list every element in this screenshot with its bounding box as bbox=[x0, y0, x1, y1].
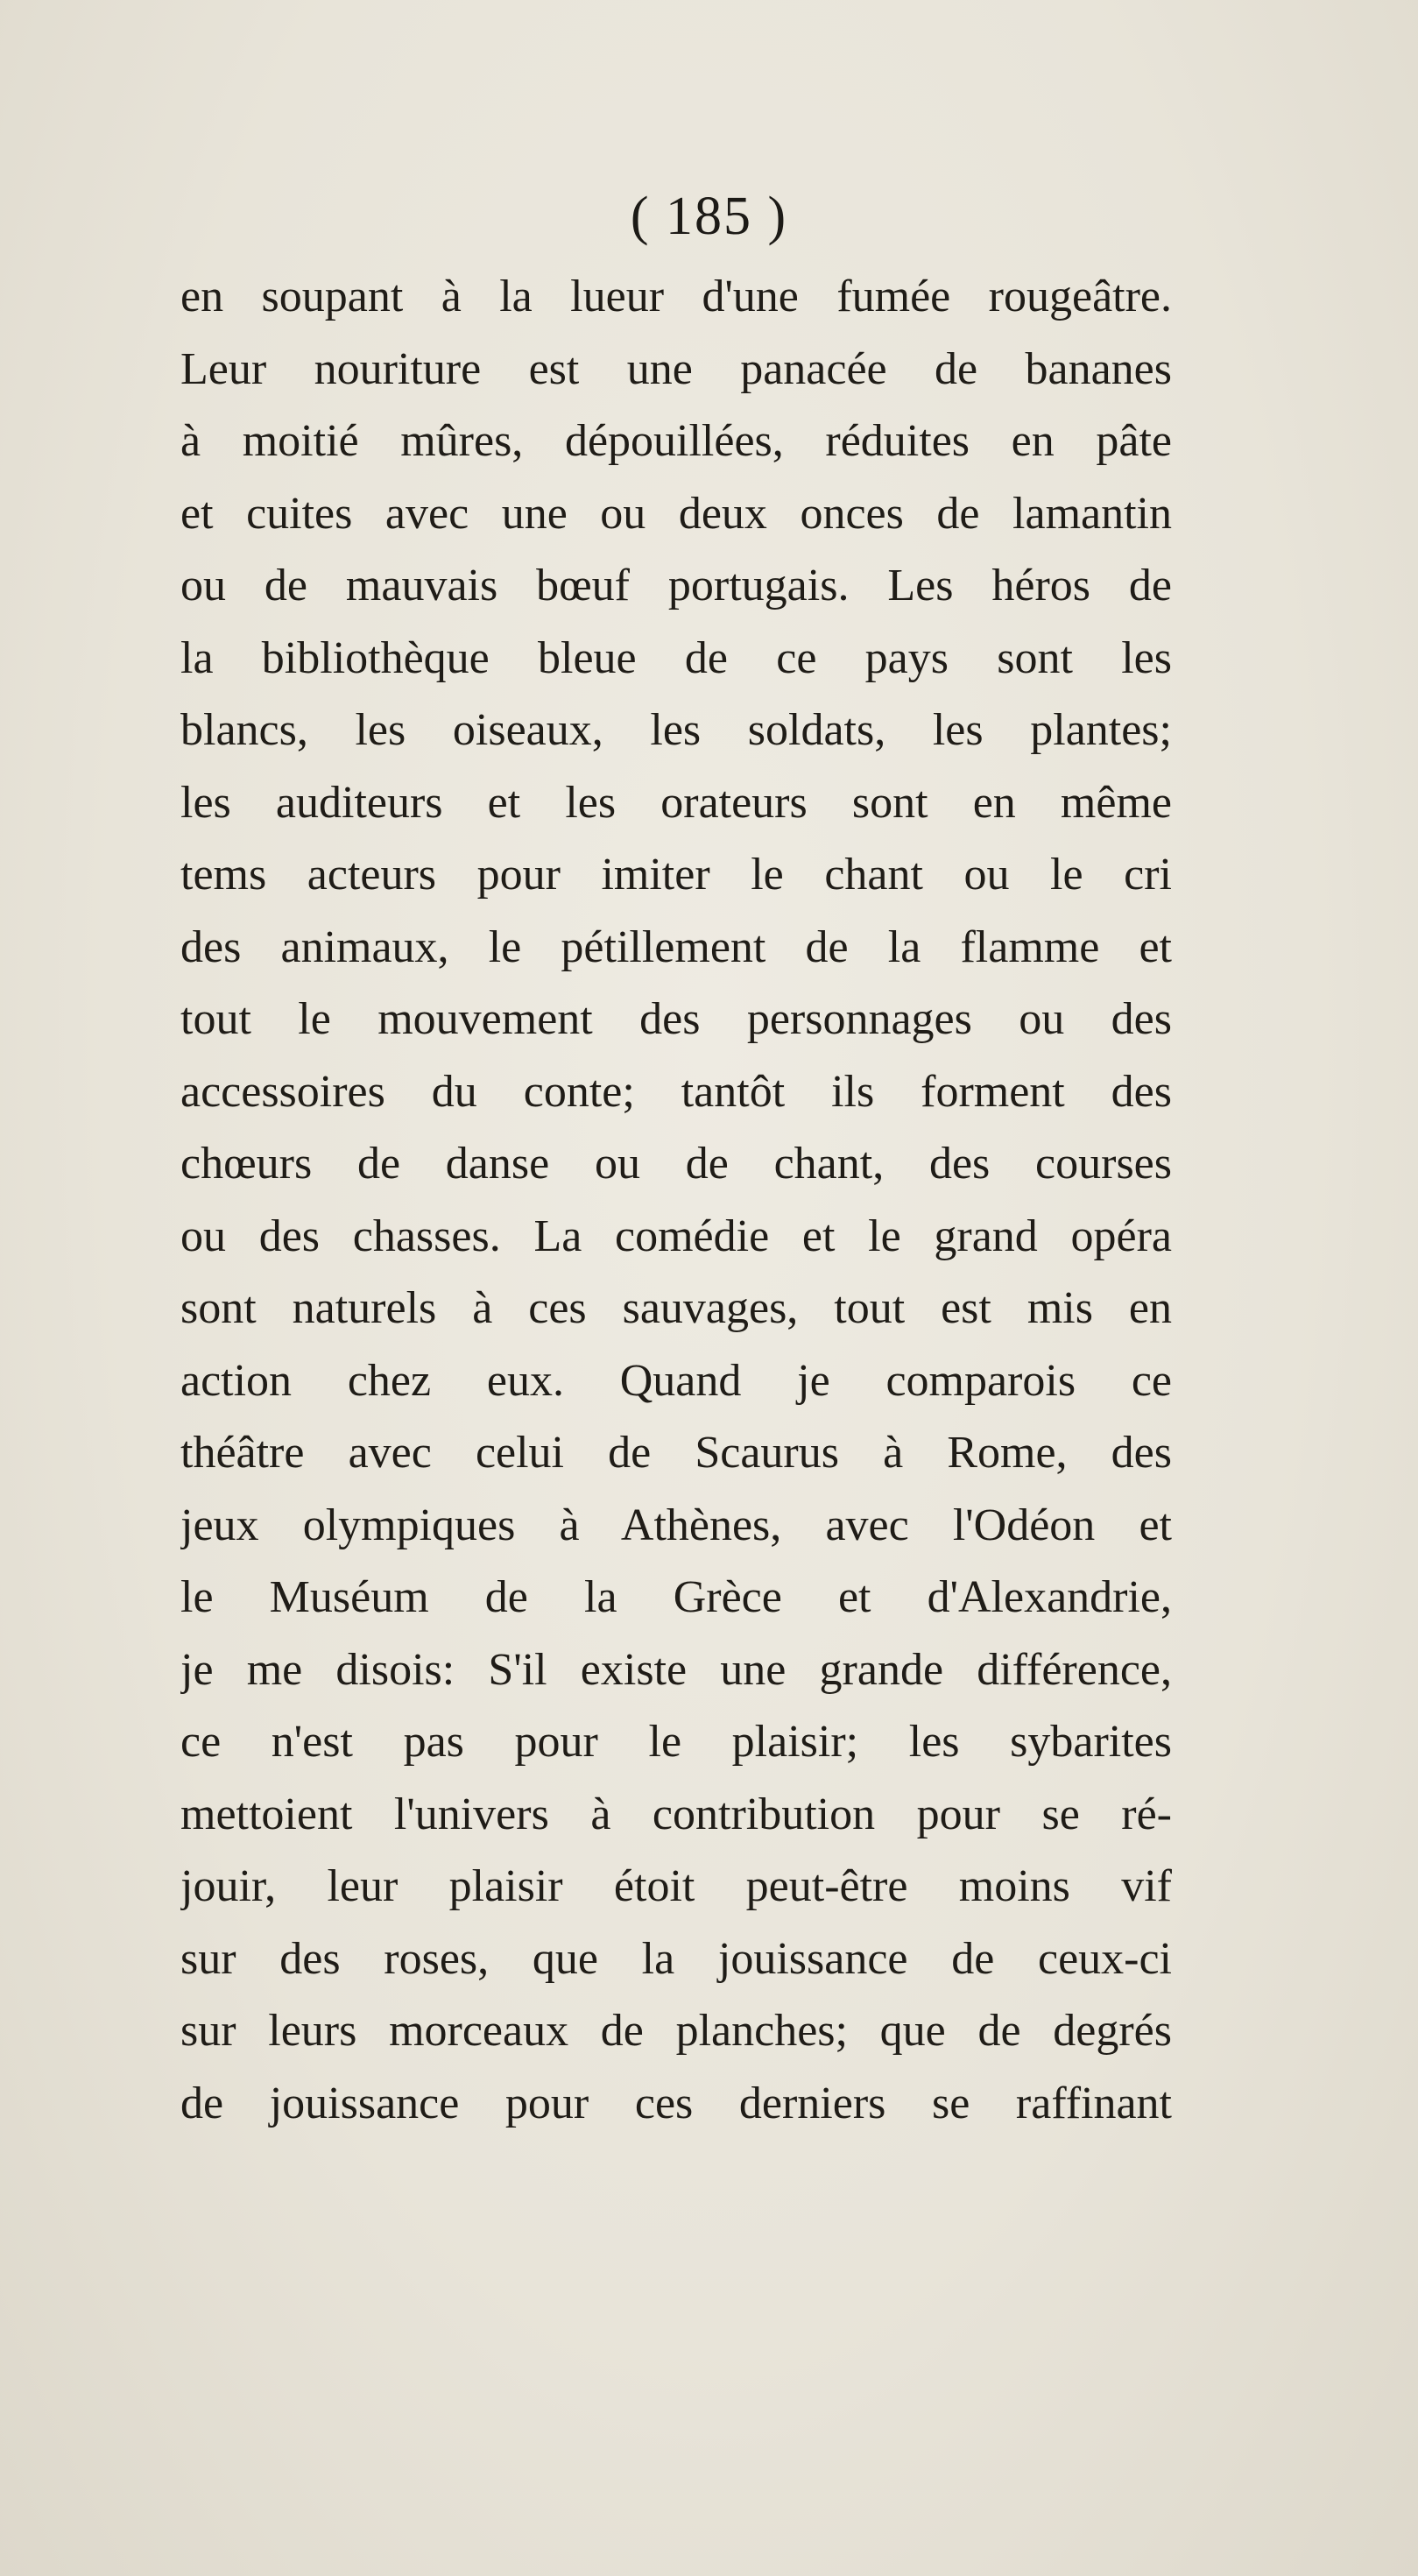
text-line: des animaux, le pétillement de la flamme et bbox=[180, 921, 1172, 972]
text-line: Leur nouriture est une panacée de bananes bbox=[180, 343, 1172, 394]
text-line: mettoient l'univers à contribution pour se ré- bbox=[180, 1789, 1172, 1839]
text-line: jeux olympiques à Athènes, avec l'Odéon et bbox=[180, 1500, 1172, 1550]
text-line: de jouissance pour ces derniers se raffinant bbox=[180, 2078, 1172, 2128]
text-line: ce n'est pas pour le plaisir; les sybarites bbox=[180, 1717, 1172, 1767]
text-line: sur des roses, que la jouissance de ceux-ci bbox=[180, 1933, 1172, 1984]
body-text bbox=[180, 261, 1172, 2140]
text-line: les auditeurs et les orateurs sont en même bbox=[180, 777, 1172, 828]
text-line: le Muséum de la Grèce et d'Alexandrie, bbox=[180, 1572, 1172, 1622]
text-line: jouir, leur plaisir étoit peut-être moins vif bbox=[180, 1861, 1172, 1911]
text-line: action chez eux. Quand je comparois ce bbox=[180, 1355, 1172, 1406]
text-line: tout le mouvement des personnages ou des bbox=[180, 994, 1172, 1044]
text-line: la bibliothèque bleue de ce pays sont les bbox=[180, 632, 1172, 683]
text-line: sur leurs morceaux de planches; que de degrés bbox=[180, 2006, 1172, 2056]
text-line: et cuites avec une ou deux onces de lamantin bbox=[180, 488, 1172, 539]
text-line: sont naturels à ces sauvages, tout est mis en bbox=[180, 1283, 1172, 1333]
text-line: ou de mauvais bœuf portugais. Les héros de bbox=[180, 561, 1172, 610]
page-number: ( 185 ) bbox=[630, 187, 788, 246]
text-line: en soupant à la lueur d'une fumée rougeâtre. bbox=[180, 272, 1172, 321]
text-line: accessoires du conte; tantôt ils forment des bbox=[180, 1066, 1172, 1117]
text-line: je me disois: S'il existe une grande différence, bbox=[180, 1644, 1172, 1695]
text-line: ou des chasses. La comédie et le grand opéra bbox=[180, 1210, 1172, 1261]
text-line: à moitié mûres, dépouillées, réduites en pâte bbox=[180, 416, 1172, 466]
text-line: blancs, les oiseaux, les soldats, les plantes; bbox=[180, 705, 1172, 755]
text-line: théâtre avec celui de Scaurus à Rome, des bbox=[180, 1428, 1172, 1478]
text-line: chœurs de danse ou de chant, des courses bbox=[180, 1139, 1172, 1189]
text-line: tems acteurs pour imiter le chant ou le cri bbox=[180, 850, 1172, 900]
